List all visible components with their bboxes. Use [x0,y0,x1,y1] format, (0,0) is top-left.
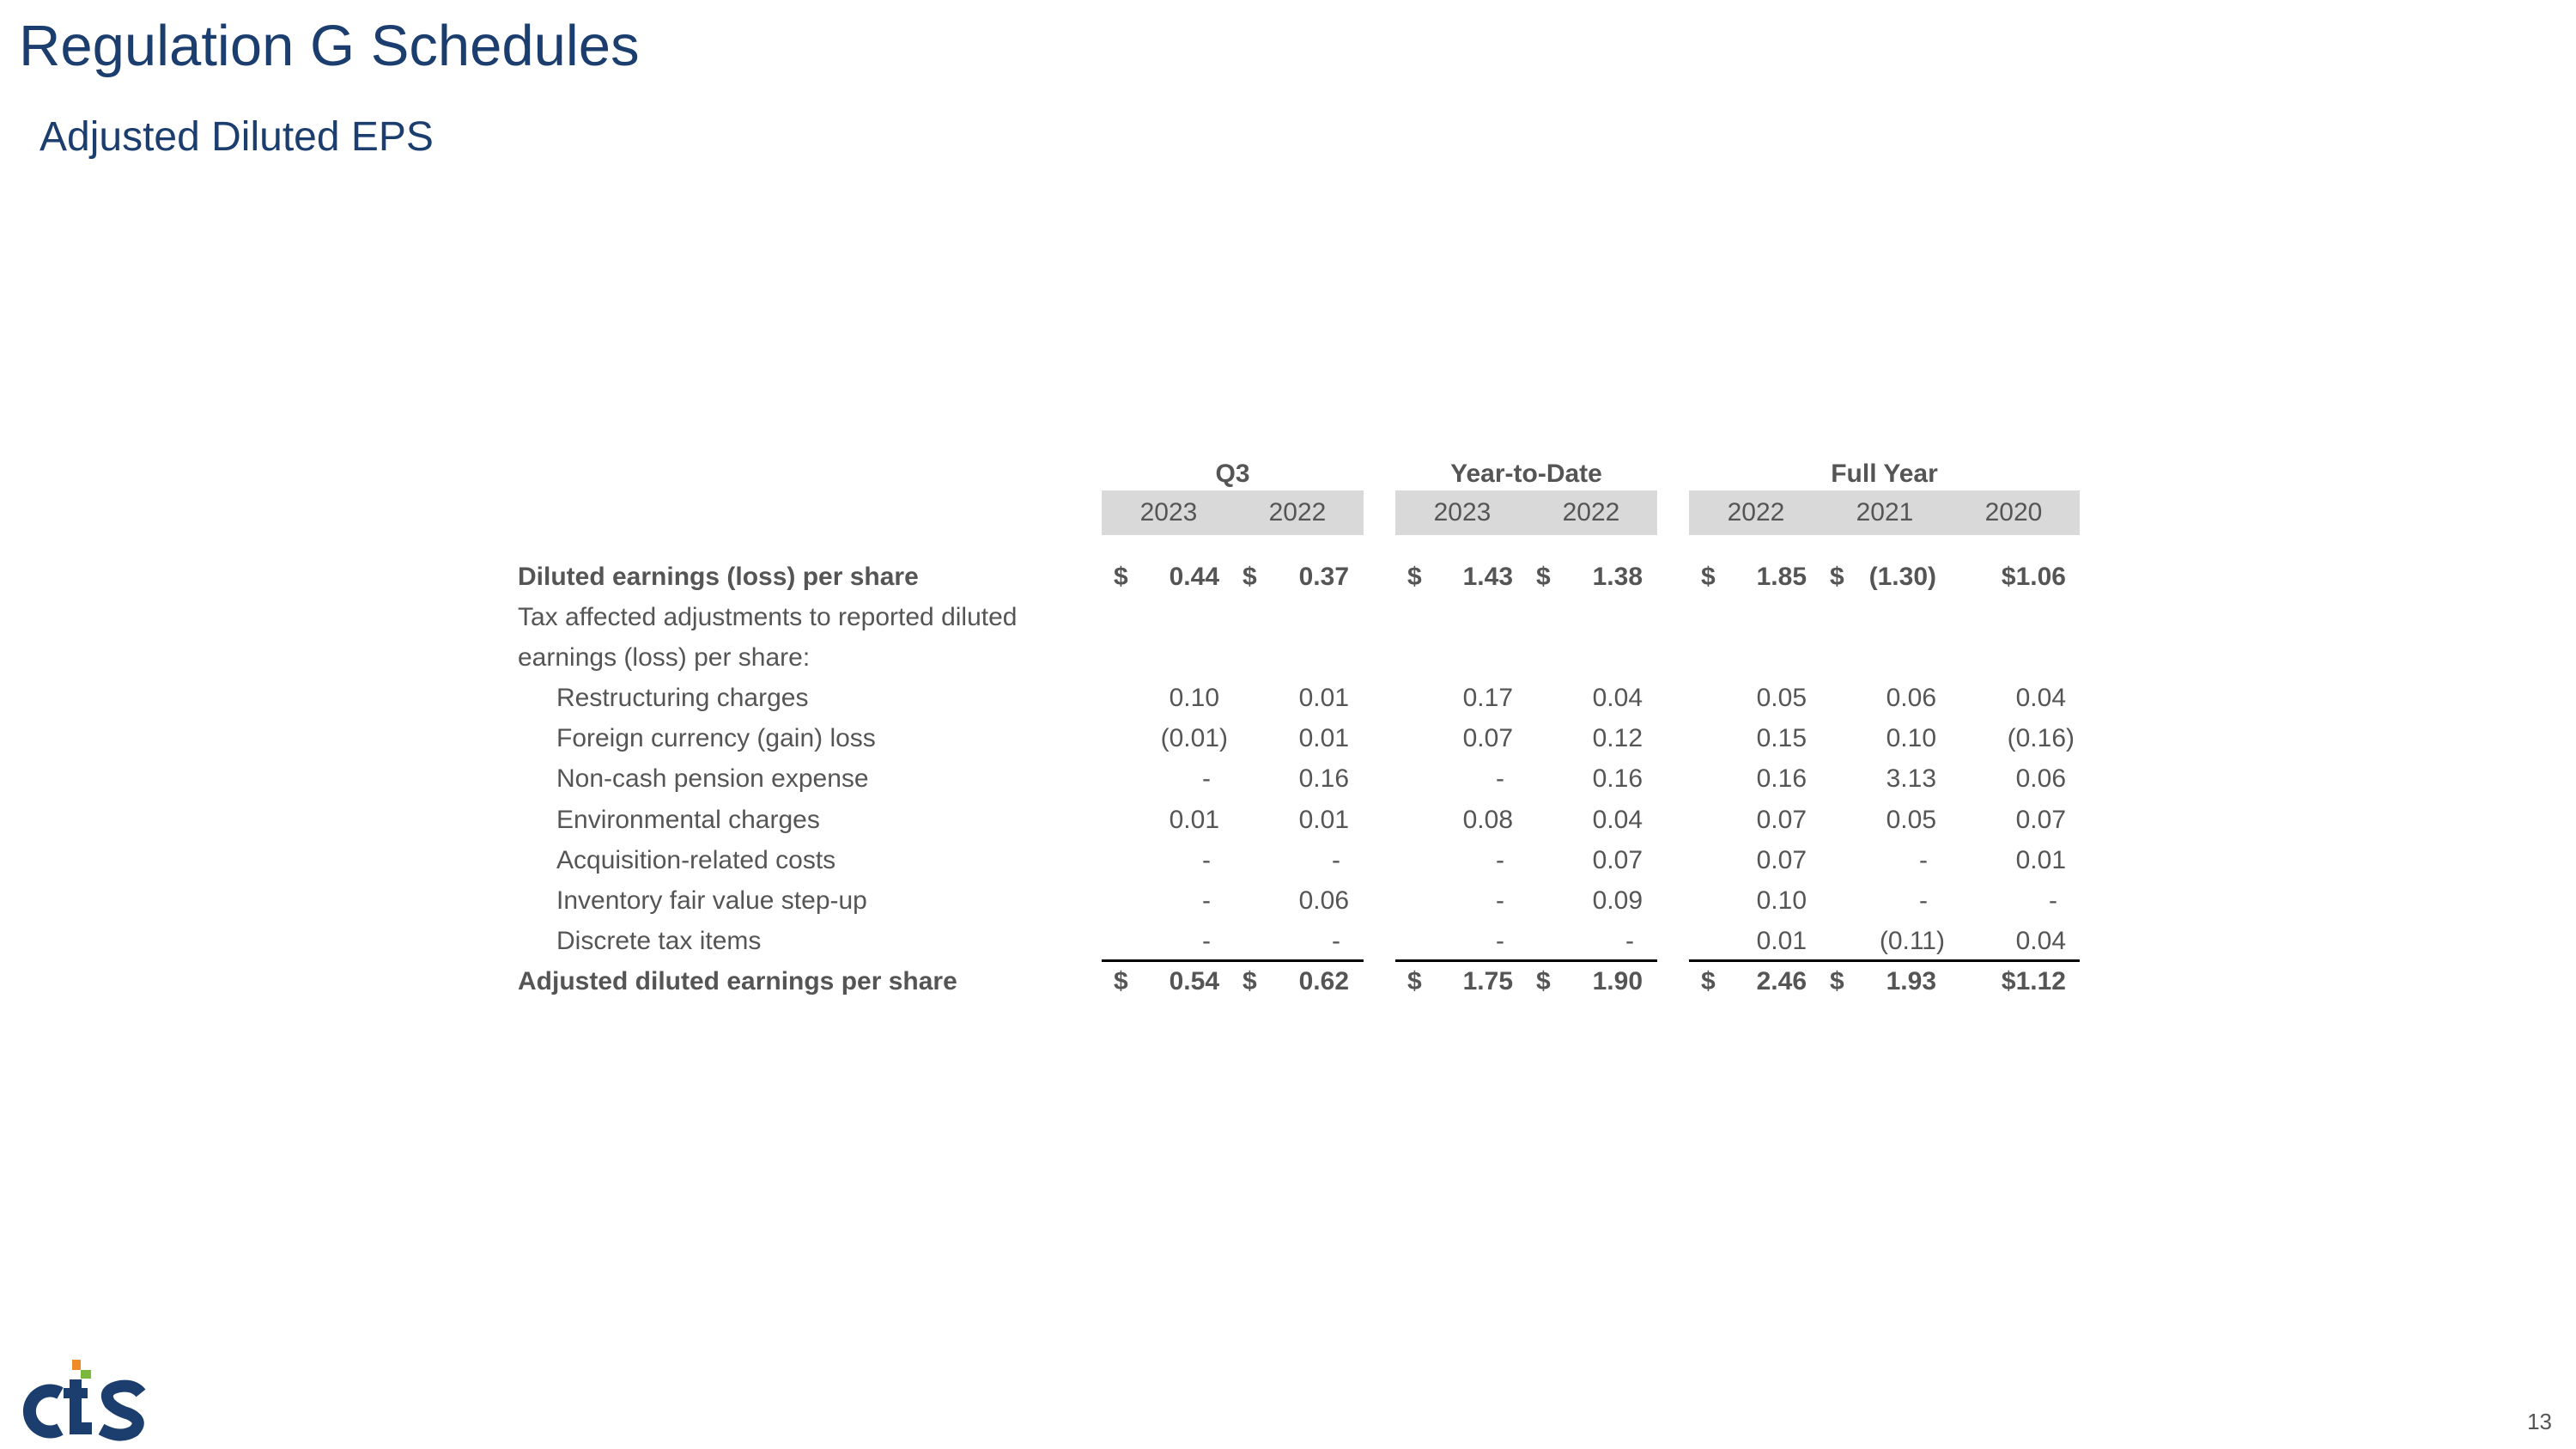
dollar-sign: $ [1536,967,1551,995]
table-cell: 0.54 [1169,967,1219,995]
table-cell: 0.09 [1592,886,1643,915]
dollar-sign: $ [1114,967,1128,995]
table-cell: 0.04 [1592,684,1643,712]
table-cell: 0.01 [1756,927,1807,955]
table-cell: 0.06 [2015,764,2066,793]
table-cell: (0.01) [1160,724,1228,752]
table-cell: 0.16 [1592,764,1643,793]
dollar-sign: $ [1242,967,1257,995]
table-cell: - [1919,846,1928,874]
table-cell: 0.10 [1169,684,1219,712]
table-cell: 0.07 [1462,724,1513,752]
row-label: Discrete tax items [556,927,762,955]
dollar-sign: $ [1407,563,1422,591]
year-header: 2023 [1139,498,1198,527]
dollar-sign: $ [1701,967,1716,995]
table-cell: 0.01 [2015,846,2066,874]
row-label: Environmental charges [556,806,820,834]
table-cell: 0.06 [1298,886,1349,915]
table-cell: - [1496,886,1504,915]
year-header: 2022 [1562,498,1620,527]
table-cell: $1.12 [2001,967,2066,995]
table-cell: 0.37 [1298,563,1349,591]
table-cell: 1.85 [1756,563,1807,591]
table-cell: - [1496,846,1504,874]
table-cell: 0.17 [1462,684,1513,712]
table-cell: 0.01 [1298,684,1349,712]
dollar-sign: $ [1536,563,1551,591]
row-label: Acquisition-related costs [556,846,836,874]
table-cell: 0.16 [1298,764,1349,793]
table-cell: 0.07 [1756,806,1807,834]
year-header: 2022 [1727,498,1785,527]
dollar-sign: $ [1114,563,1128,591]
group-header-q3: Q3 [1215,460,1250,488]
row-label: Foreign currency (gain) loss [556,724,876,752]
table-cell: - [2049,886,2057,915]
table-cell: 0.15 [1756,724,1807,752]
year-header: 2020 [1984,498,2043,527]
table-cell: 0.10 [1886,724,1936,752]
dollar-sign: $ [1830,563,1844,591]
year-header: 2021 [1856,498,1914,527]
table-cell: - [1202,846,1211,874]
page-subtitle: Adjusted Diluted EPS [39,114,434,160]
group-header-ytd: Year-to-Date [1450,460,1602,488]
year-header: 2023 [1433,498,1492,527]
table-cell: - [1332,846,1340,874]
table-cell: 0.01 [1298,806,1349,834]
table-cell: 0.10 [1756,886,1807,915]
table-cell: 0.05 [1756,684,1807,712]
table-cell: - [1919,886,1928,915]
table-cell: 0.04 [2015,927,2066,955]
table-cell: 0.06 [1886,684,1936,712]
page-number: 13 [2527,1409,2552,1434]
total-rule [1102,959,1364,962]
row-label: Adjusted diluted earnings per share [518,967,957,995]
table-cell: - [1202,764,1211,793]
row-label: Tax affected adjustments to reported diluted [518,603,1018,631]
table-cell: 0.01 [1298,724,1349,752]
row-label: Diluted earnings (loss) per share [518,563,919,591]
table-cell: 0.12 [1592,724,1643,752]
total-rule [1689,959,2080,962]
table-cell: 1.90 [1592,967,1643,995]
total-rule [1395,959,1657,962]
table-cell: 1.43 [1462,563,1513,591]
table-cell: (1.30) [1868,563,1936,591]
dollar-sign: $ [1830,967,1844,995]
table-cell: 0.44 [1169,563,1219,591]
table-cell: - [1202,886,1211,915]
table-cell: - [1496,927,1504,955]
table-cell: 0.08 [1462,806,1513,834]
row-label: earnings (loss) per share: [518,643,811,672]
table-cell: (0.16) [2007,724,2075,752]
table-cell: - [1332,927,1340,955]
year-header: 2022 [1268,498,1327,527]
table-cell: 0.07 [1756,846,1807,874]
table-cell: - [1625,927,1634,955]
table-cell: 0.62 [1298,967,1349,995]
dollar-sign: $ [1701,563,1716,591]
table-cell: - [1496,764,1504,793]
row-label: Restructuring charges [556,684,809,712]
table-cell: 3.13 [1886,764,1936,793]
table-cell: 0.05 [1886,806,1936,834]
table-cell: - [1202,927,1211,955]
table-cell: 1.93 [1886,967,1936,995]
page-title: Regulation G Schedules [19,14,640,78]
group-header-full-year: Full Year [1831,460,1938,488]
table-cell: 0.01 [1169,806,1219,834]
dollar-sign: $ [1242,563,1257,591]
row-label: Non-cash pension expense [556,764,869,793]
table-cell: (0.11) [1879,927,1945,955]
table-cell: 1.38 [1592,563,1643,591]
table-cell: 0.16 [1756,764,1807,793]
table-cell: 0.07 [2015,806,2066,834]
table-cell: $1.06 [2001,563,2066,591]
cts-logo-icon [15,1355,153,1441]
table-cell: 0.04 [1592,806,1643,834]
table-cell: 2.46 [1756,967,1807,995]
table-cell: 1.75 [1462,967,1513,995]
table-cell: 0.04 [2015,684,2066,712]
dollar-sign: $ [1407,967,1422,995]
row-label: Inventory fair value step-up [556,886,867,915]
table-cell: 0.07 [1592,846,1643,874]
